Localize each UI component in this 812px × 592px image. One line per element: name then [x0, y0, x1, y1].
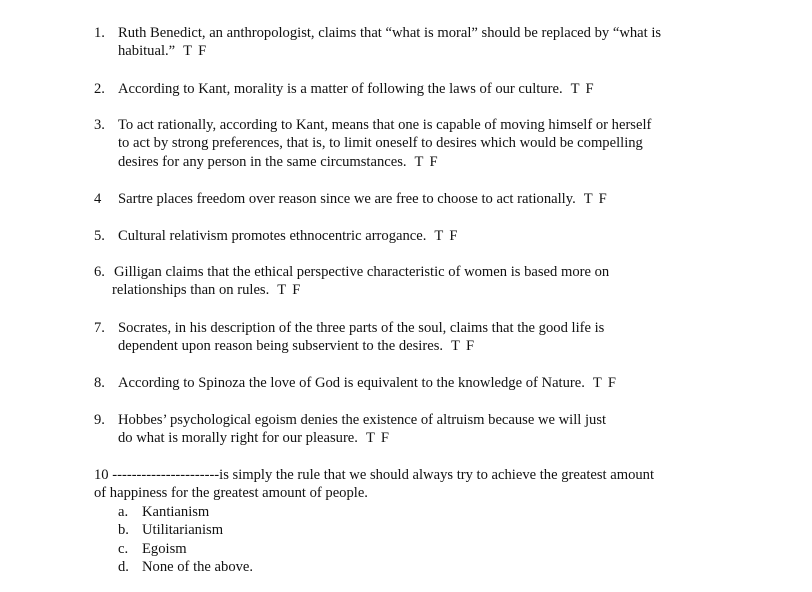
question-text: relationships than on rules. — [112, 282, 270, 299]
question-number: 6. — [94, 264, 105, 280]
question-text: do what is morally right for our pleasure. — [118, 430, 358, 447]
true-option: T — [592, 375, 602, 391]
true-option: T — [570, 81, 580, 97]
question-6 — [94, 263, 734, 300]
question-10 — [94, 466, 654, 503]
true-false-options — [183, 43, 206, 59]
option-text: Egoism — [142, 540, 187, 557]
question-text: To act rationally, according to Kant, means that one is capable of moving himself or herself — [118, 117, 652, 133]
true-false-options — [451, 338, 474, 354]
question-text: Gilligan claims that the ethical perspective characteristic of women is based more on — [114, 264, 610, 280]
question-number: 4 — [94, 191, 102, 207]
option-text: Kantianism — [142, 504, 210, 520]
false-option: F — [292, 282, 301, 299]
question-text: Socrates, in his description of the three parts of the soul, claims that the good life is — [118, 320, 605, 336]
answer-options — [118, 503, 253, 577]
answer-option-a — [118, 503, 253, 521]
answer-option-b — [118, 521, 253, 539]
option-letter: c. — [118, 540, 129, 557]
question-number: 7. — [94, 320, 105, 336]
false-option: F — [429, 153, 438, 170]
question-8 — [94, 374, 734, 392]
question-5 — [94, 227, 734, 245]
false-option: F — [380, 430, 389, 447]
question-text: Hobbes’ psychological egoism denies the existence of altruism because we will just — [118, 412, 607, 428]
question-number: 9. — [94, 412, 105, 428]
true-option: T — [183, 43, 193, 60]
true-option: T — [414, 153, 424, 170]
question-text: to act by strong preferences, that is, to limit oneself to desires which would be compelling — [118, 135, 643, 152]
false-option: F — [607, 375, 616, 391]
option-letter: b. — [118, 522, 129, 539]
true-false-options — [366, 430, 389, 446]
question-number: 3. — [94, 117, 105, 133]
question-number: 8. — [94, 375, 105, 391]
question-number: 10 — [94, 467, 109, 483]
true-false-options — [434, 228, 457, 244]
true-false-options — [571, 81, 594, 97]
question-text: Sartre places freedom over reason since we are free to choose to act rationally. — [118, 191, 576, 207]
option-text: Utilitarianism — [142, 522, 224, 539]
question-text: dependent upon reason being subservient to the desires. — [118, 338, 444, 355]
true-option: T — [434, 228, 444, 244]
false-option: F — [449, 228, 458, 244]
question-4 — [94, 190, 734, 208]
true-false-options — [415, 154, 438, 170]
question-text: habitual.” — [118, 43, 176, 60]
true-option: T — [583, 191, 593, 207]
question-text: desires for any person in the same circumstances. — [118, 153, 407, 170]
false-option: F — [585, 81, 594, 97]
false-option: F — [465, 338, 475, 355]
question-text: According to Spinoza the love of God is equivalent to the knowledge of Nature. — [118, 375, 585, 391]
answer-option-d — [118, 558, 253, 576]
question-number: 2. — [94, 81, 105, 97]
false-option: F — [598, 191, 607, 207]
true-option: T — [365, 430, 375, 447]
option-letter: d. — [118, 559, 129, 576]
true-option: T — [451, 338, 460, 355]
question-2 — [94, 80, 734, 98]
question-text: Cultural relativism promotes ethnocentric arrogance. — [118, 228, 427, 244]
answer-option-c — [118, 540, 253, 558]
question-text: Ruth Benedict, an anthropologist, claims that “what is moral” should be replaced by “what is — [118, 25, 662, 41]
true-false-options — [584, 191, 607, 207]
question-3 — [94, 116, 734, 171]
question-number: 1. — [94, 25, 105, 41]
true-false-options — [593, 375, 616, 391]
question-number: 5. — [94, 228, 105, 244]
option-letter: a. — [118, 504, 129, 520]
option-text: None of the above. — [142, 559, 254, 576]
false-option: F — [198, 43, 207, 60]
question-1 — [94, 24, 734, 61]
true-false-options — [277, 282, 300, 298]
answer-blank: ---------------------- — [112, 467, 220, 483]
question-text: of happiness for the greatest amount of people. — [94, 485, 368, 502]
question-9 — [94, 411, 734, 448]
true-option: T — [277, 282, 287, 299]
question-text: is simply the rule that we should always try to achieve the greatest amount — [219, 467, 655, 483]
question-text: According to Kant, morality is a matter of following the laws of our culture. — [118, 81, 563, 97]
question-7 — [94, 319, 734, 356]
